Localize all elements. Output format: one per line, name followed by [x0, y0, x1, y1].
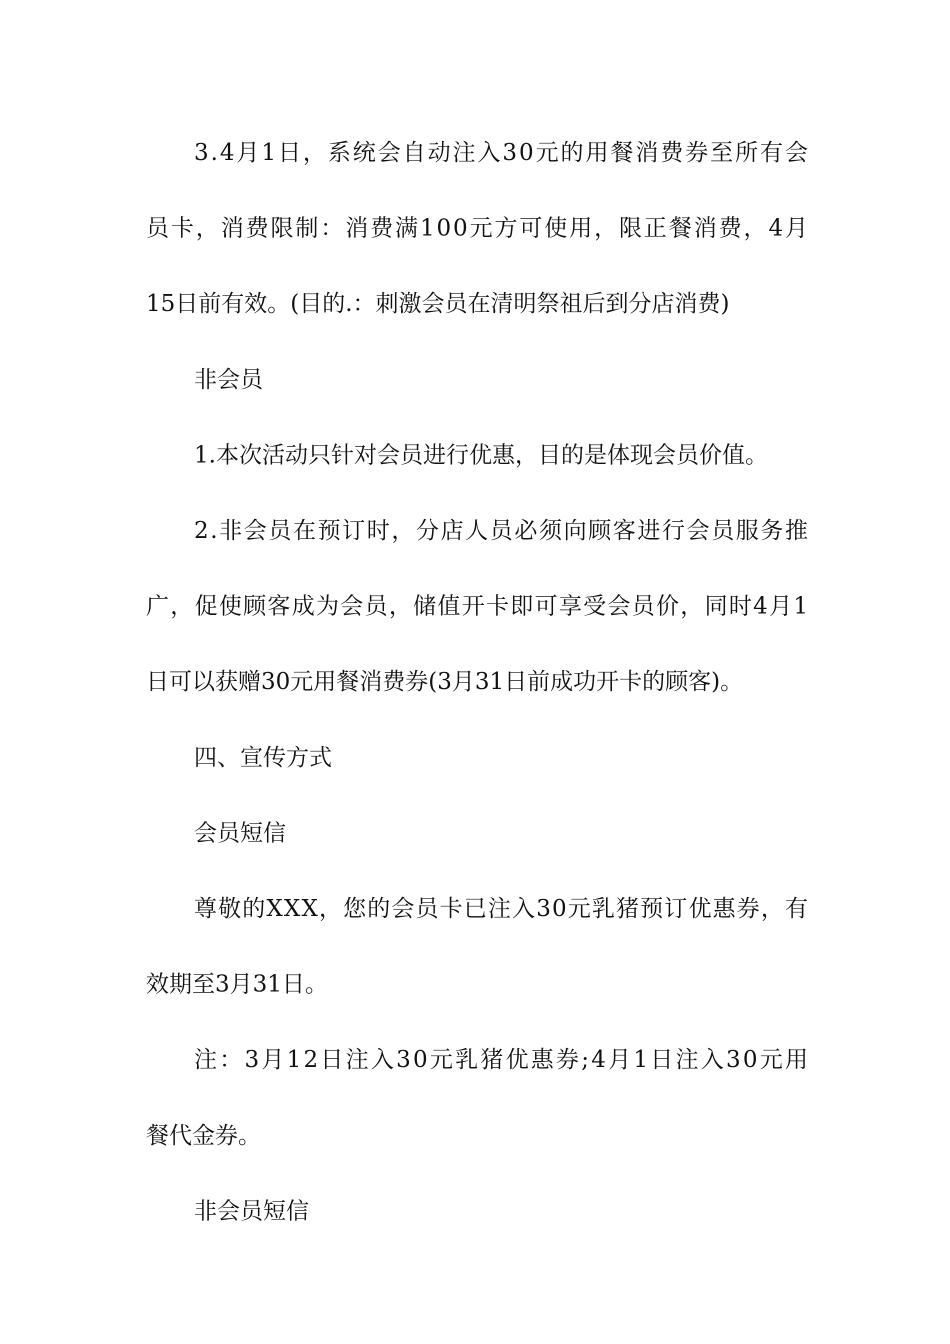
text-line: 注：3月12日注入30元乳猪优惠券;4月1日注入30元用: [194, 1047, 808, 1074]
paragraph: [146, 896, 808, 998]
text-line: 1.本次活动只针对会员进行优惠，目的是体现会员价值。: [194, 442, 768, 469]
text-line: 15日前有效。(目的.：刺激会员在清明祭祖后到分店消费): [146, 291, 730, 318]
paragraph: [146, 140, 808, 317]
text-line: 四、宣传方式: [194, 744, 332, 771]
paragraph: [194, 820, 286, 846]
paragraph: [194, 367, 265, 393]
document-text: [146, 134, 826, 1234]
paragraph: [194, 442, 768, 468]
paragraph: [146, 518, 808, 695]
text-line: 非会员短信: [194, 1198, 309, 1225]
text-line: 效期至3月31日。: [146, 971, 328, 998]
text-line: 广，促使顾客成为会员，储值开卡即可享受会员价，同时4月1: [146, 593, 808, 620]
paragraph: [194, 745, 332, 771]
text-line: 日可以获赠30元用餐消费券(3月31日前成功开卡的顾客)。: [146, 669, 744, 696]
text-line: 员卡，消费限制：消费满100元方可使用，限正餐消费，4月: [146, 215, 808, 242]
text-line: 会员短信: [194, 820, 286, 847]
text-line: 2.非会员在预订时，分店人员必须向顾客进行会员服务推: [194, 518, 808, 544]
text-line: 3.4月1日，系统会自动注入30元的用餐消费券至所有会: [194, 140, 808, 166]
text-line: 尊敬的XXX，您的会员卡已注入30元乳猪预订优惠券，有: [194, 896, 808, 922]
text-line: 非会员: [194, 366, 263, 393]
text-line: 餐代金券。: [146, 1122, 261, 1149]
paragraph: [146, 1047, 808, 1149]
paragraph: [194, 1198, 309, 1224]
